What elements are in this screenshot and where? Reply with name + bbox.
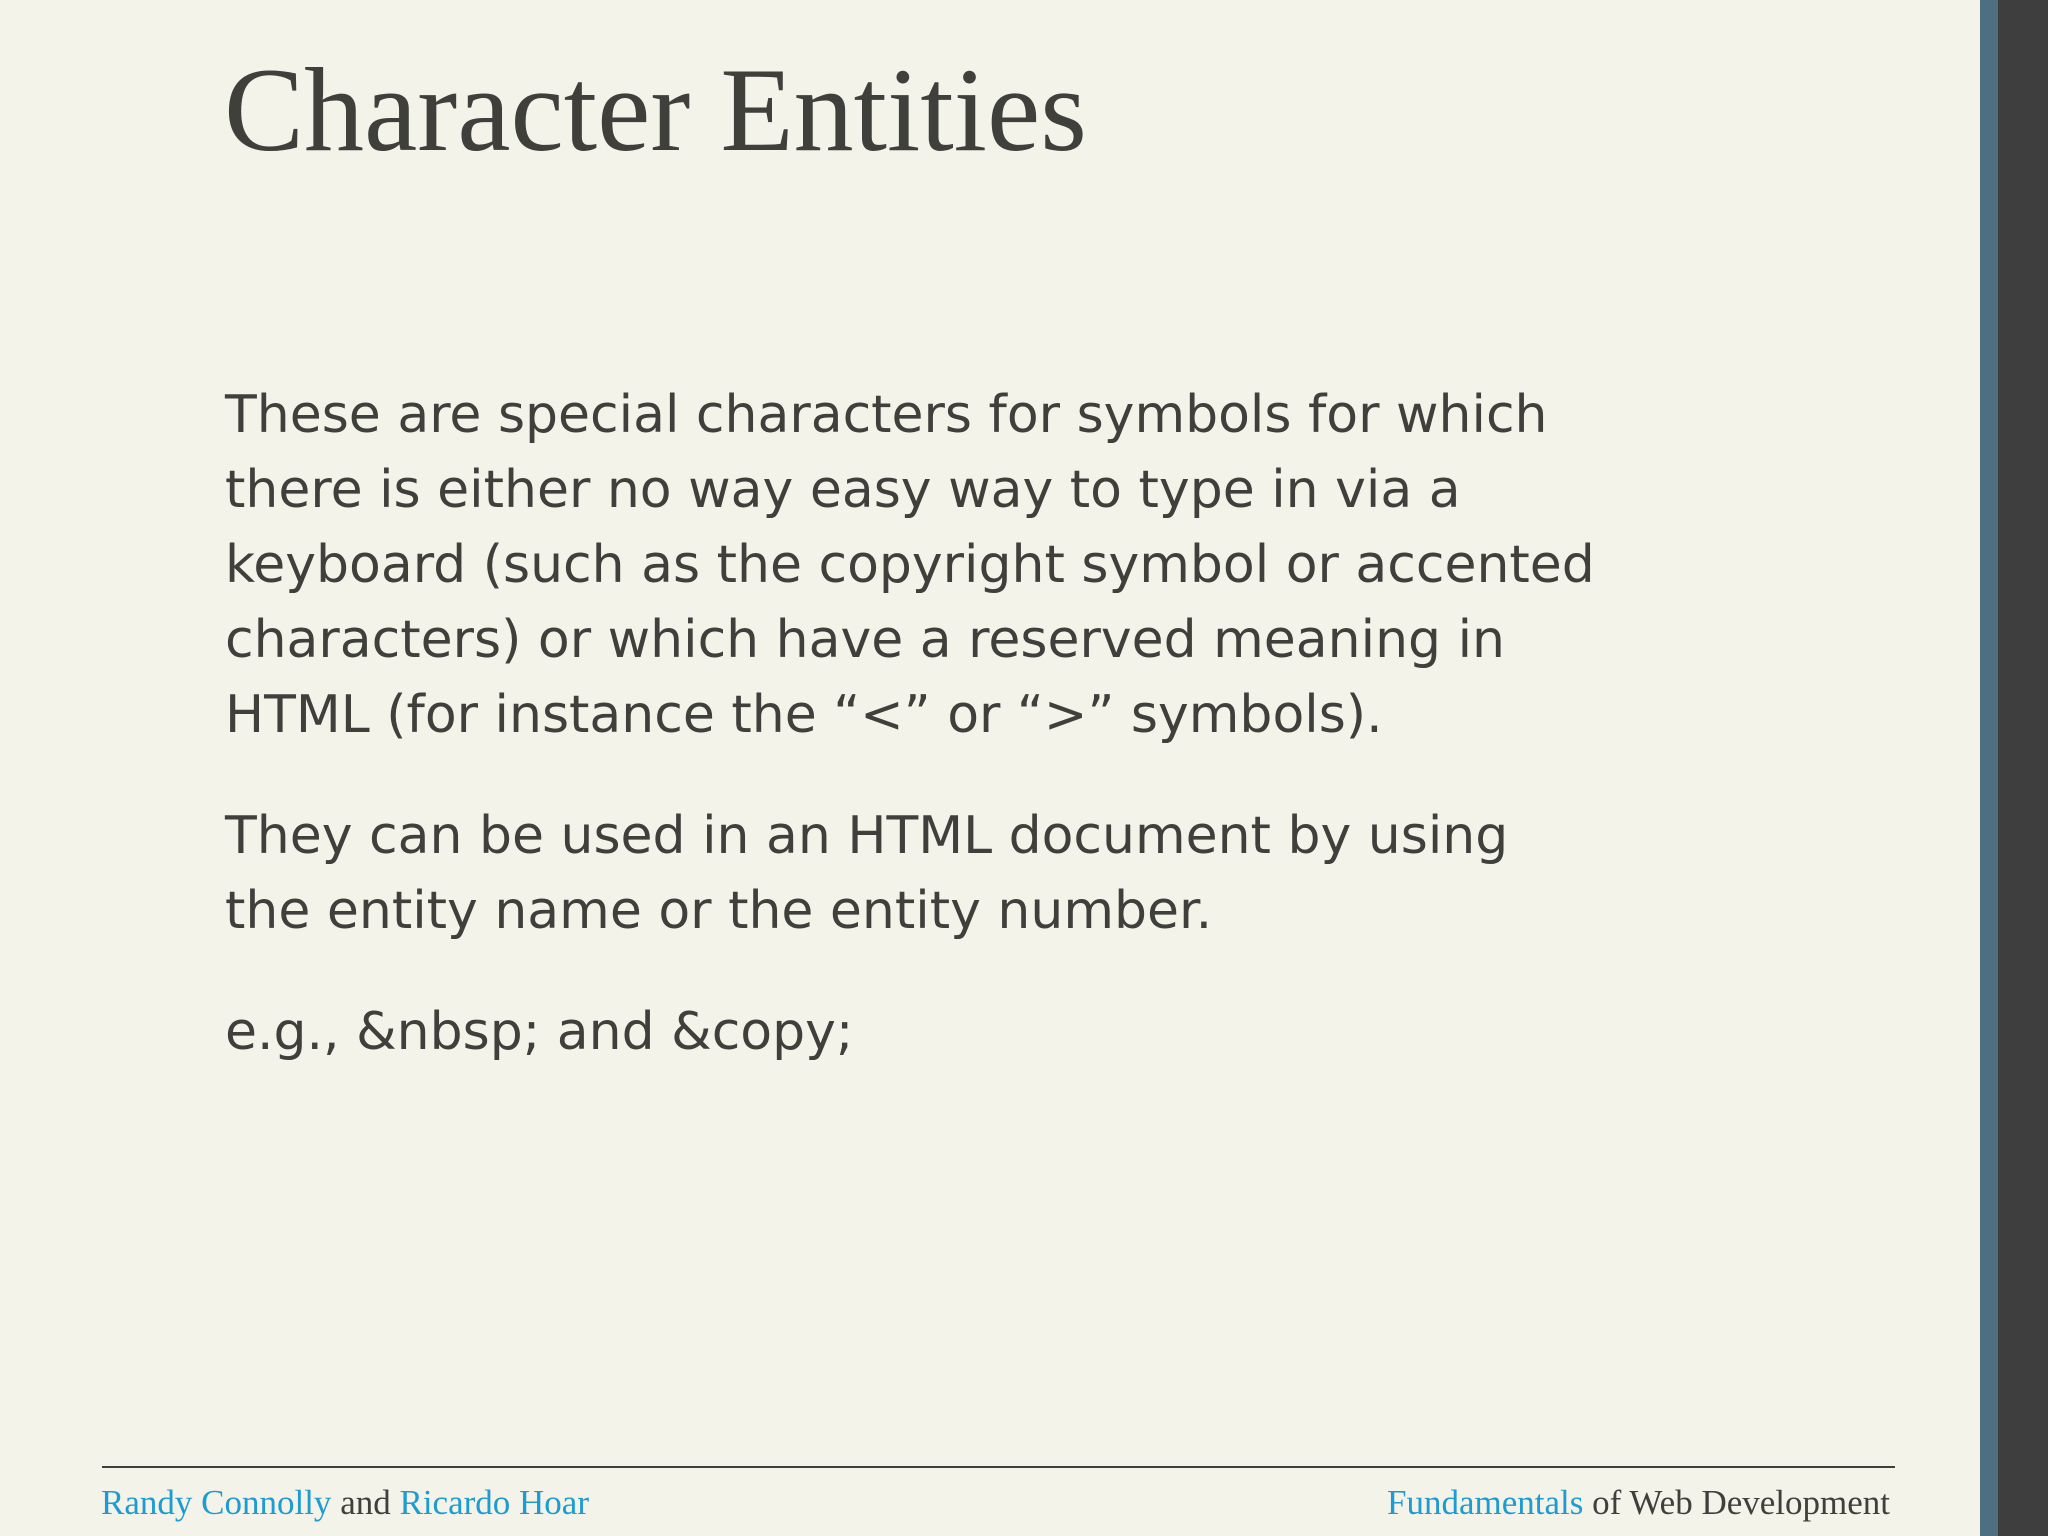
paragraph-definition: These are special characters for symbols for which there is either no way easy way to type in via a keyboard (such as the copyright symbol or accented characters) or which have a reserved meaning in HTML (for instance the “<” or “>” symbols).: [225, 385, 1595, 745]
footer-book-title: [1387, 1481, 1890, 1525]
slide-title: Character Entities: [224, 43, 1087, 176]
footer-book-accent: Fundamentals: [1387, 1483, 1584, 1522]
footer-author-2: Ricardo Hoar: [399, 1483, 589, 1522]
footer-book-rest: of Web Development: [1583, 1483, 1890, 1522]
paragraph-usage: They can be used in an HTML document by using the entity name or the entity number.: [225, 806, 1509, 941]
footer-authors: [101, 1481, 589, 1525]
slide-body: [225, 378, 1605, 1116]
side-bar-accent: [1980, 0, 1998, 1536]
footer-divider: [102, 1466, 1895, 1468]
footer-and: and: [331, 1483, 400, 1522]
paragraph-example: e.g., &nbsp; and &copy;: [225, 1002, 854, 1062]
footer-author-1: Randy Connolly: [101, 1483, 332, 1522]
